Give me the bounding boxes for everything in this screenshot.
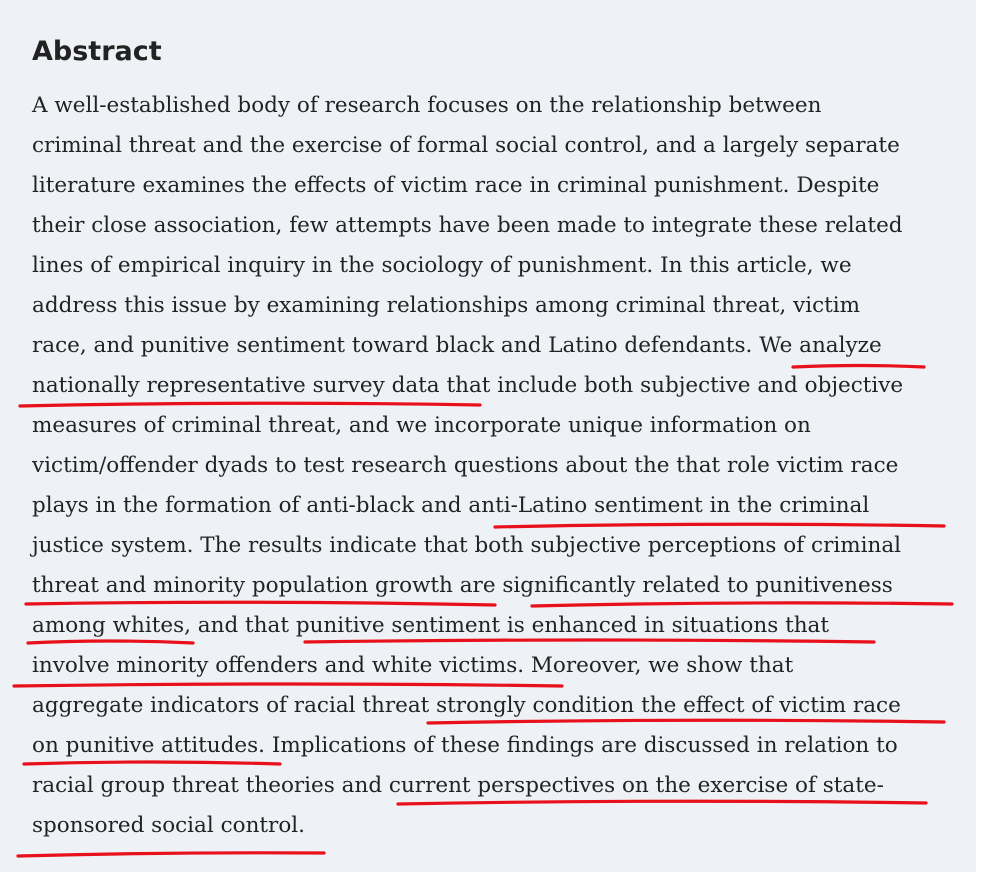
abstract-line: aggregate indicators of racial threat strongly condition the effect of victim race [32,693,901,718]
abstract-line: victim/offender dyads to test research questions about the that role victim race [32,453,899,478]
abstract-body [32,86,962,846]
abstract-line: measures of criminal threat, and we incorporate unique information on [32,413,811,438]
abstract-line: address this issue by examining relationships among criminal threat, victim [32,293,861,318]
abstract-line: criminal threat and the exercise of formal social control, and a largely separate [32,133,900,158]
underline-mark [18,853,324,856]
abstract-line: their close association, few attempts have been made to integrate these related [32,213,903,238]
abstract-line: sponsored social control. [32,813,305,838]
abstract-line: A well-established body of research focuses on the relationship between [32,93,822,118]
abstract-line: among whites, and that punitive sentiment is enhanced in situations that [32,613,830,638]
abstract-heading: Abstract [32,36,162,67]
abstract-line: threat and minority population growth are significantly related to punitiveness [32,573,893,598]
abstract-line: plays in the formation of anti-black and anti-Latino sentiment in the criminal [32,493,870,518]
abstract-line: lines of empirical inquiry in the sociology of punishment. In this article, we [32,253,852,278]
abstract-line: on punitive attitudes. Implications of these findings are discussed in relation to [32,733,898,758]
abstract-line: literature examines the effects of victim race in criminal punishment. Despite [32,173,880,198]
abstract-line: nationally representative survey data that include both subjective and objective [32,373,904,398]
abstract-line: involve minority offenders and white victims. Moreover, we show that [32,653,794,678]
abstract-line: justice system. The results indicate that both subjective perceptions of criminal [32,533,902,558]
abstract-line: racial group threat theories and current perspectives on the exercise of state- [32,773,884,798]
abstract-line: race, and punitive sentiment toward black and Latino defendants. We analyze [32,333,882,358]
